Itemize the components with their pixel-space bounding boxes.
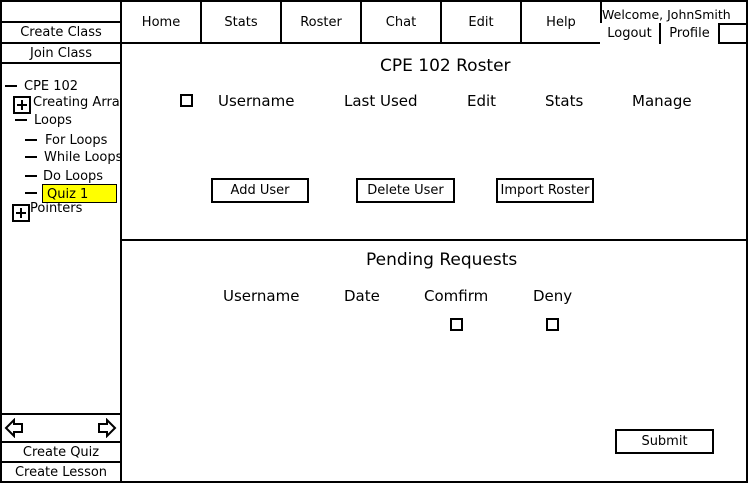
- expand-plus-icon[interactable]: [13, 96, 31, 114]
- import-roster-button[interactable]: Import Roster: [496, 178, 594, 203]
- tree-dash-icon: [25, 139, 37, 141]
- tree-item-cpe102[interactable]: CPE 102: [24, 79, 79, 94]
- sidebar-divider: [120, 0, 122, 483]
- tab-help[interactable]: Help: [522, 2, 602, 43]
- pending-col-username: Username: [223, 287, 300, 305]
- tree-item-quiz1: Quiz 1: [47, 187, 89, 202]
- roster-col-last-used: Last Used: [344, 92, 418, 110]
- tree-item-pointers[interactable]: Pointers: [30, 201, 83, 216]
- join-class-button[interactable]: Join Class: [30, 45, 92, 61]
- select-all-checkbox[interactable]: [180, 94, 193, 107]
- tab-edit[interactable]: Edit: [442, 2, 522, 43]
- add-user-button[interactable]: Add User: [211, 178, 309, 203]
- welcome-text: Welcome, JohnSmith: [602, 7, 731, 22]
- create-lesson-button[interactable]: Create Lesson: [14, 464, 108, 480]
- tree-dash-icon: [25, 175, 37, 177]
- tree-item-loops[interactable]: Loops: [34, 113, 72, 128]
- pending-col-date: Date: [344, 287, 380, 305]
- tree-item-for-loops[interactable]: For Loops: [45, 133, 108, 148]
- roster-title: CPE 102 Roster: [380, 56, 511, 76]
- tree-item-creating-arrays[interactable]: Creating Arra: [33, 95, 120, 110]
- tab-stats[interactable]: Stats: [202, 2, 282, 43]
- create-class-button[interactable]: Create Class: [20, 25, 102, 40]
- tab-home[interactable]: Home: [122, 2, 202, 43]
- roster-col-username: Username: [218, 92, 295, 110]
- roster-col-edit: Edit: [467, 92, 497, 110]
- tree-dash-icon: [25, 156, 37, 158]
- tree-dash-icon: [5, 85, 17, 87]
- pending-title: Pending Requests: [366, 250, 518, 270]
- roster-col-manage: Manage: [632, 92, 692, 110]
- tree-dash-icon: [15, 119, 27, 121]
- arrow-left-icon[interactable]: [4, 418, 24, 438]
- profile-button[interactable]: Profile: [661, 23, 720, 44]
- tab-chat[interactable]: Chat: [362, 2, 442, 43]
- create-quiz-button[interactable]: Create Quiz: [22, 444, 100, 460]
- delete-user-button[interactable]: Delete User: [356, 178, 455, 203]
- deny-checkbox[interactable]: [546, 318, 559, 331]
- expand-plus-icon[interactable]: [12, 204, 30, 222]
- logout-button[interactable]: Logout: [600, 23, 661, 44]
- tab-roster[interactable]: Roster: [282, 2, 362, 43]
- pending-col-deny: Deny: [533, 287, 573, 305]
- roster-col-stats: Stats: [545, 92, 584, 110]
- sidebar-rule: [0, 413, 121, 415]
- tree-item-while-loops[interactable]: While Loops: [44, 150, 123, 165]
- tree-dash-icon: [25, 192, 37, 194]
- submit-button[interactable]: Submit: [615, 429, 714, 454]
- arrow-right-icon[interactable]: [97, 418, 117, 438]
- pending-col-confirm: Comfirm: [424, 287, 489, 305]
- tree-item-do-loops[interactable]: Do Loops: [43, 169, 104, 184]
- confirm-checkbox[interactable]: [450, 318, 463, 331]
- panel-divider: [120, 239, 748, 241]
- sidebar-rule: [0, 62, 121, 64]
